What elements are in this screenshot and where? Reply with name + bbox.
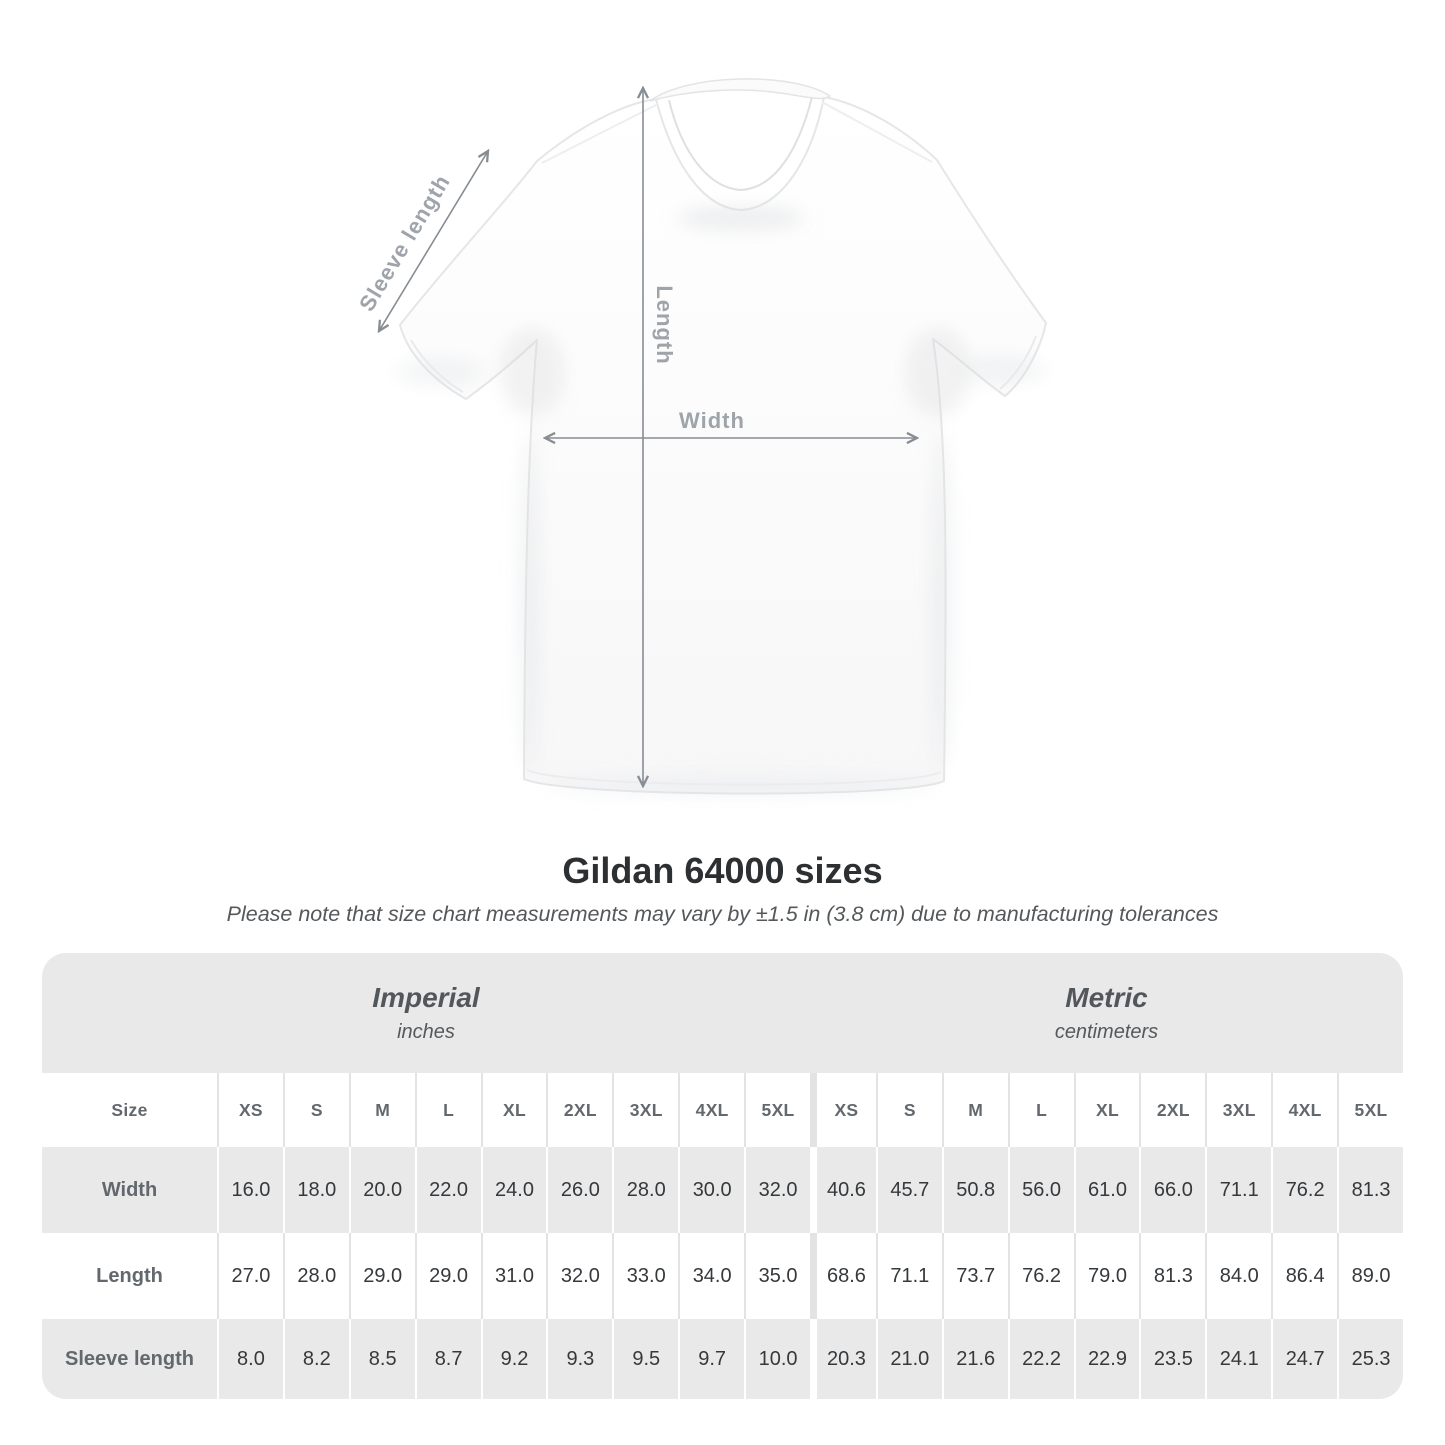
size-corner-label: Size — [111, 1099, 148, 1120]
table-cell: 28.0 — [283, 1233, 349, 1319]
table-cell: 16.0 — [217, 1147, 283, 1233]
table-cell: 34.0 — [678, 1233, 744, 1319]
table-cell: 71.1 — [876, 1233, 942, 1319]
table-cell: 28.0 — [612, 1147, 678, 1233]
table-cell: 32.0 — [744, 1147, 810, 1233]
table-cell: 33.0 — [612, 1233, 678, 1319]
table-cell: 24.0 — [481, 1147, 547, 1233]
table-cell: 61.0 — [1074, 1147, 1140, 1233]
size-chart-table — [42, 953, 1403, 1399]
tolerance-note: Please note that size chart measurements may vary by ±1.5 in (3.8 cm) due to manufacturing tolerances — [226, 902, 1219, 926]
table-cell: 8.2 — [283, 1319, 349, 1399]
unit-group-imperial — [42, 953, 810, 1073]
table-cell: 40.6 — [810, 1147, 876, 1233]
table-cell: 31.0 — [481, 1233, 547, 1319]
width-label: Width — [679, 408, 745, 433]
row-label-length: Length — [96, 1264, 163, 1287]
size-header: 5XL — [1337, 1073, 1403, 1147]
table-cell: 23.5 — [1139, 1319, 1205, 1399]
table-cell: 18.0 — [283, 1147, 349, 1233]
table-cell: 45.7 — [876, 1147, 942, 1233]
table-cell: 81.3 — [1139, 1233, 1205, 1319]
size-header: 4XL — [1271, 1073, 1337, 1147]
tshirt-collar-inner-edge — [669, 97, 812, 190]
tshirt-illustration — [396, 79, 1046, 795]
size-header: XS — [217, 1073, 283, 1147]
imperial-unit: inches — [397, 1021, 455, 1043]
table-cell: 76.2 — [1271, 1147, 1337, 1233]
row-label-sleeve-length: Sleeve length — [65, 1347, 194, 1370]
table-cell: 8.5 — [349, 1319, 415, 1399]
table-cell: 9.2 — [481, 1319, 547, 1399]
table-cell: 8.7 — [415, 1319, 481, 1399]
size-header: M — [349, 1073, 415, 1147]
table-cell: 68.6 — [810, 1233, 876, 1319]
table-cell: 22.2 — [1008, 1319, 1074, 1399]
page-title: Gildan 64000 sizes — [562, 850, 883, 891]
size-header: 4XL — [678, 1073, 744, 1147]
table-cell: 24.7 — [1271, 1319, 1337, 1399]
size-header: S — [283, 1073, 349, 1147]
unit-group-header — [42, 953, 1403, 1073]
table-cell: 10.0 — [744, 1319, 810, 1399]
table-cell: 9.3 — [546, 1319, 612, 1399]
table-cell: 21.0 — [876, 1319, 942, 1399]
table-cell: 86.4 — [1271, 1233, 1337, 1319]
size-header: M — [942, 1073, 1008, 1147]
table-cell: 8.0 — [217, 1319, 283, 1399]
size-header: XS — [810, 1073, 876, 1147]
size-header: XL — [481, 1073, 547, 1147]
table-cell: 79.0 — [1074, 1233, 1140, 1319]
table-cell: 27.0 — [217, 1233, 283, 1319]
metric-unit: centimeters — [1054, 1021, 1159, 1043]
table-cell: 73.7 — [942, 1233, 1008, 1319]
table-cell: 26.0 — [546, 1147, 612, 1233]
table-cell: 22.9 — [1074, 1319, 1140, 1399]
table-cell: 71.1 — [1205, 1147, 1271, 1233]
table-cell: 24.1 — [1205, 1319, 1271, 1399]
size-header: XL — [1074, 1073, 1140, 1147]
table-cell: 22.0 — [415, 1147, 481, 1233]
size-header: 5XL — [744, 1073, 810, 1147]
table-cell: 50.8 — [942, 1147, 1008, 1233]
size-header-row — [42, 1073, 1403, 1147]
length-label: Length — [652, 285, 677, 365]
sleeve-length-label: Sleeve length — [353, 169, 456, 316]
table-cell: 35.0 — [744, 1233, 810, 1319]
size-header: S — [876, 1073, 942, 1147]
width-row — [42, 1147, 1403, 1233]
table-cell: 30.0 — [678, 1147, 744, 1233]
unit-group-metric — [810, 953, 1403, 1073]
table-cell: 21.6 — [942, 1319, 1008, 1399]
table-cell: 84.0 — [1205, 1233, 1271, 1319]
table-cell: 25.3 — [1337, 1319, 1403, 1399]
size-header: 3XL — [612, 1073, 678, 1147]
table-cell: 56.0 — [1008, 1147, 1074, 1233]
table-cell: 32.0 — [546, 1233, 612, 1319]
size-header: 2XL — [1139, 1073, 1205, 1147]
row-label-width: Width — [101, 1178, 158, 1201]
table-cell: 29.0 — [415, 1233, 481, 1319]
table-cell: 9.5 — [612, 1319, 678, 1399]
table-cell: 20.3 — [810, 1319, 876, 1399]
metric-label: Metric — [1065, 982, 1148, 1013]
table-cell: 9.7 — [678, 1319, 744, 1399]
tshirt-collar-back — [650, 79, 830, 101]
length-row — [42, 1233, 1403, 1319]
imperial-label: Imperial — [372, 982, 480, 1013]
sleeve-length-row — [42, 1319, 1403, 1399]
size-header: 2XL — [546, 1073, 612, 1147]
size-header: 3XL — [1205, 1073, 1271, 1147]
size-header: L — [1008, 1073, 1074, 1147]
table-cell: 81.3 — [1337, 1147, 1403, 1233]
table-cell: 66.0 — [1139, 1147, 1205, 1233]
table-cell: 20.0 — [349, 1147, 415, 1233]
table-cell: 29.0 — [349, 1233, 415, 1319]
table-cell: 76.2 — [1008, 1233, 1074, 1319]
table-cell: 89.0 — [1337, 1233, 1403, 1319]
size-header: L — [415, 1073, 481, 1147]
